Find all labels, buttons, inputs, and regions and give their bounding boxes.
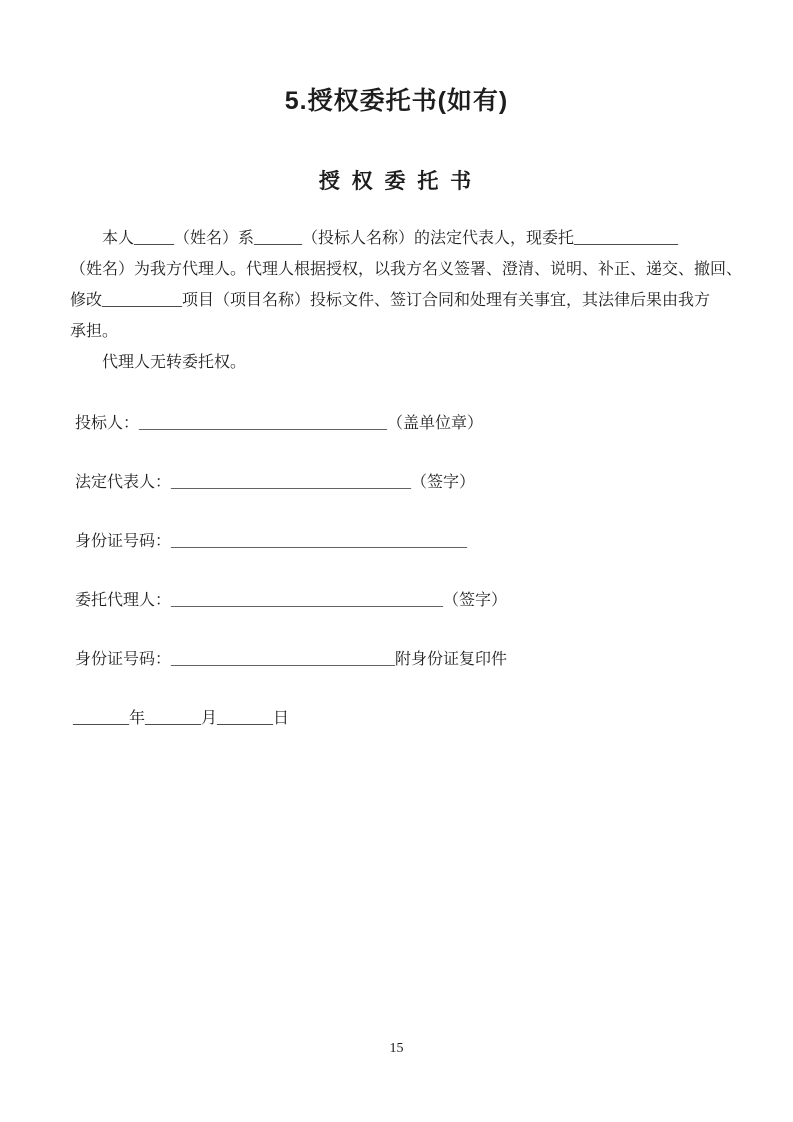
field-row-id-number-2 [75, 647, 793, 672]
field-row-bidder [75, 411, 793, 436]
field-row-legal-representative [75, 470, 793, 495]
field-label: 身份证号码： [75, 533, 172, 550]
page-number: 15 [389, 1041, 404, 1056]
field-blank-line: _____________________________________ [171, 533, 468, 550]
field-suffix: 附身份证复印件 [395, 651, 508, 668]
signature-fields [75, 411, 793, 672]
paragraph-line: 修改__________项目（项目名称）投标文件、签订合同和处理有关事宜，其法律后果由我方 [70, 292, 711, 309]
paragraph-line: （姓名）为我方代理人。代理人根据授权，以我方名义签署、澄清、说明、补正、递交、撤回、 [70, 261, 743, 278]
field-label: 投标人： [75, 415, 140, 432]
field-blank-line: ______________________________ [171, 474, 412, 491]
field-label: 法定代表人： [75, 474, 172, 491]
field-blank-line: _______________________________ [139, 415, 388, 432]
date-line: _______年_______月_______日 [73, 710, 290, 727]
paragraph-line: 承担。 [70, 323, 119, 340]
field-label: 委托代理人： [75, 592, 172, 609]
field-blank-line: ____________________________ [171, 651, 396, 668]
field-row-authorized-agent [75, 588, 793, 613]
field-suffix: （签字） [443, 592, 508, 609]
document-title: 授 权 委 托 书 [318, 170, 475, 193]
paragraph-line: 代理人无转委托权。 [102, 354, 247, 371]
field-row-id-number-1 [75, 529, 793, 554]
body-paragraph [70, 223, 763, 378]
field-label: 身份证号码： [75, 651, 172, 668]
paragraph-line: 本人_____（姓名）系______（投标人名称）的法定代表人，现委托_____________ [102, 230, 679, 247]
field-blank-line: __________________________________ [171, 592, 444, 609]
section-heading: 5.授权委托书(如有) [284, 87, 509, 115]
field-suffix: （签字） [411, 474, 476, 491]
field-suffix: （盖单位章） [387, 415, 484, 432]
